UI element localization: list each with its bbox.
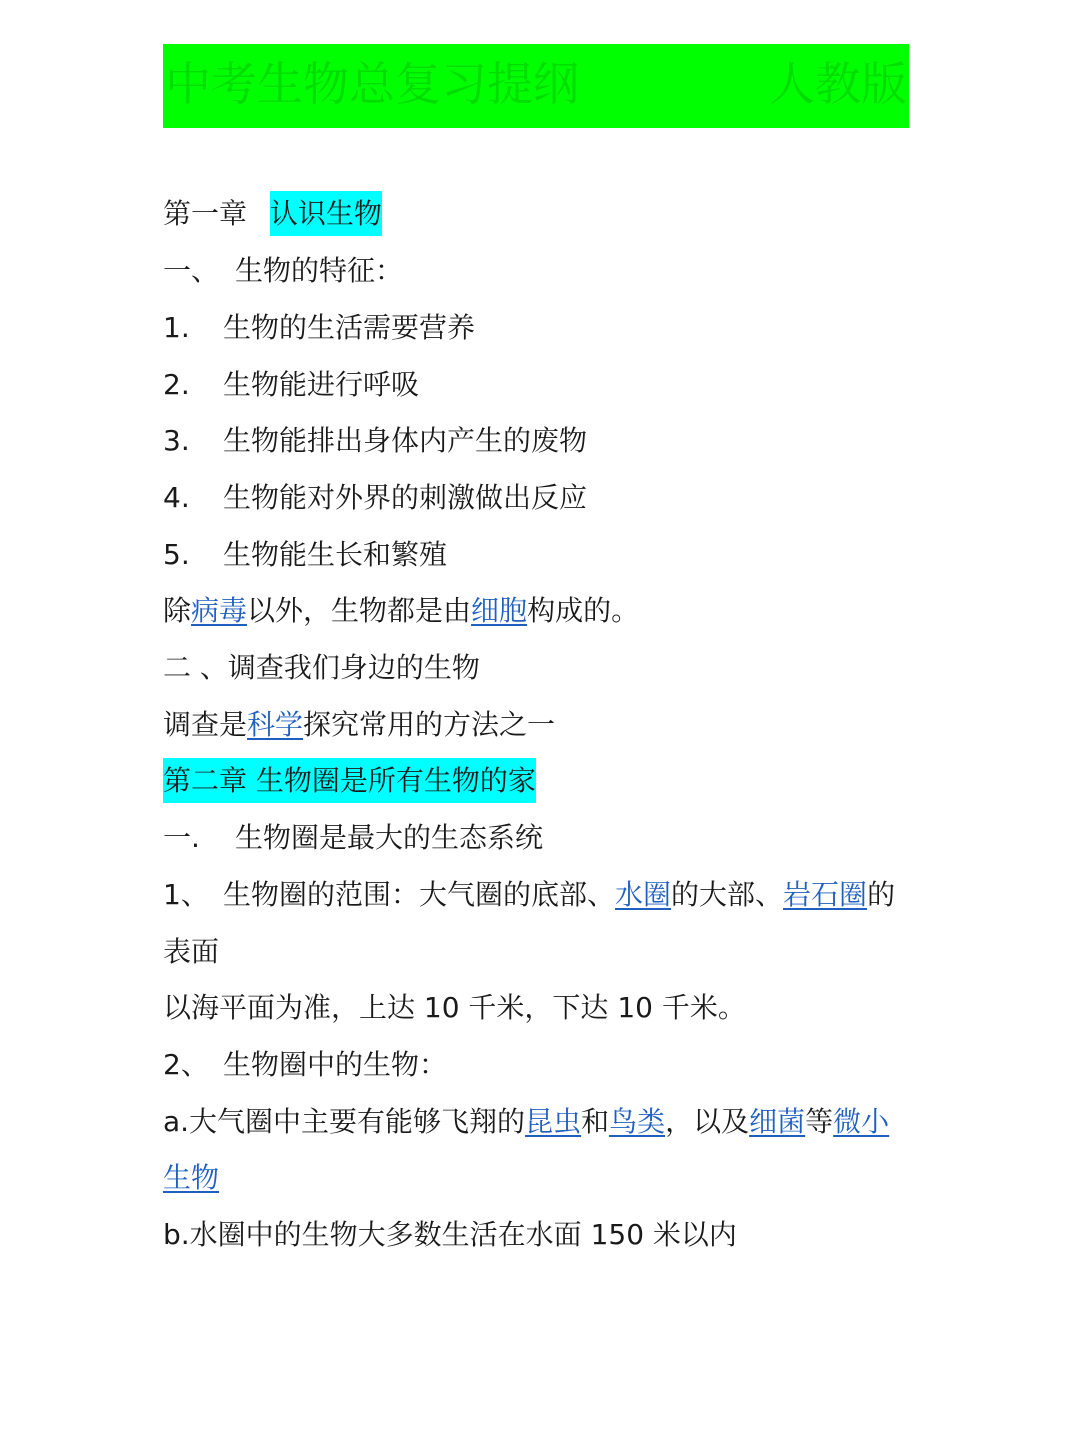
- list-item: [163, 308, 475, 348]
- text-run: 等: [805, 1105, 834, 1138]
- point-a: [163, 1102, 889, 1142]
- point-b: b.水圈中的生物大多数生活在水面 150 米以内: [163, 1218, 737, 1251]
- list-item: [163, 535, 447, 575]
- text-run: 以外，生物都是由: [247, 594, 472, 627]
- title-banner: [163, 44, 909, 128]
- link-virus[interactable]: 病毒: [191, 594, 248, 627]
- section-2-heading: 二 、调查我们身边的生物: [163, 651, 480, 684]
- point-1-continuation: 表面: [163, 935, 220, 968]
- section-1-number: 一、: [163, 254, 220, 287]
- text-run: 除: [163, 594, 192, 627]
- edition-label: 人教版: [769, 57, 907, 111]
- link-birds[interactable]: 鸟类: [609, 1105, 666, 1138]
- text-run: 探究常用的方法之一: [303, 708, 556, 741]
- text-run: 构成的。: [527, 594, 640, 627]
- text-run: a.大气圈中主要有能够飞翔的: [163, 1105, 526, 1138]
- document-title: 中考生物总复习提纲: [165, 57, 579, 111]
- list-item: [163, 421, 587, 461]
- link-science[interactable]: 科学: [247, 708, 304, 741]
- survey-paragraph: [163, 705, 555, 745]
- chapter-1-label: 第一章: [163, 197, 248, 230]
- list-item-text: 生物能生长和繁殖: [223, 538, 448, 571]
- section-number: 一.: [163, 821, 200, 854]
- point-text: 生物圈中的生物：: [223, 1048, 448, 1081]
- sea-level-paragraph: 以海平面为准，上达 10 千米，下达 10 千米。: [163, 991, 746, 1024]
- list-item-text: 生物的生活需要营养: [223, 311, 476, 344]
- link-insects[interactable]: 昆虫: [525, 1105, 582, 1138]
- chapter-1-heading: [163, 194, 382, 234]
- link-bacteria[interactable]: 细菌: [749, 1105, 806, 1138]
- list-item-number: 4.: [163, 481, 190, 514]
- list-item-text: 生物能进行呼吸: [223, 368, 420, 401]
- chapter-1-title: 认识生物: [270, 191, 382, 236]
- section-1-heading: [163, 251, 403, 291]
- text-run: 的: [867, 878, 896, 911]
- point-2: [163, 1045, 447, 1085]
- chapter-2-title: 第二章 生物圈是所有生物的家: [163, 758, 536, 803]
- text-run: 生物圈的范围：大气圈的底部、: [223, 878, 616, 911]
- list-item: [163, 365, 419, 405]
- section-1-text: 生物的特征：: [235, 254, 404, 287]
- section-text: 生物圈是最大的生态系统: [235, 821, 544, 854]
- link-cell[interactable]: 细胞: [471, 594, 528, 627]
- chapter-2-section-1: [163, 818, 543, 858]
- link-hydrosphere[interactable]: 水圈: [615, 878, 672, 911]
- point-1: [163, 875, 895, 915]
- point-a-continuation: [163, 1158, 219, 1198]
- link-lithosphere[interactable]: 岩石圈: [783, 878, 868, 911]
- text-run: 和: [581, 1105, 610, 1138]
- cell-paragraph: [163, 591, 639, 631]
- list-item-number: 3.: [163, 424, 190, 457]
- text-run: ，以及: [665, 1105, 750, 1138]
- list-item-number: 1.: [163, 311, 190, 344]
- point-number: 1、: [163, 878, 209, 911]
- list-item-text: 生物能对外界的刺激做出反应: [223, 481, 588, 514]
- list-item-number: 5.: [163, 538, 190, 571]
- list-item: [163, 478, 587, 518]
- text-run: 的大部、: [671, 878, 784, 911]
- list-item-text: 生物能排出身体内产生的废物: [223, 424, 588, 457]
- list-item-number: 2.: [163, 368, 190, 401]
- text-run: 调查是: [163, 708, 248, 741]
- link-microorganisms[interactable]: 微小: [833, 1105, 890, 1138]
- chapter-2-heading: [163, 761, 536, 801]
- link-microorganisms-continued[interactable]: 生物: [163, 1161, 220, 1194]
- point-number: 2、: [163, 1048, 209, 1081]
